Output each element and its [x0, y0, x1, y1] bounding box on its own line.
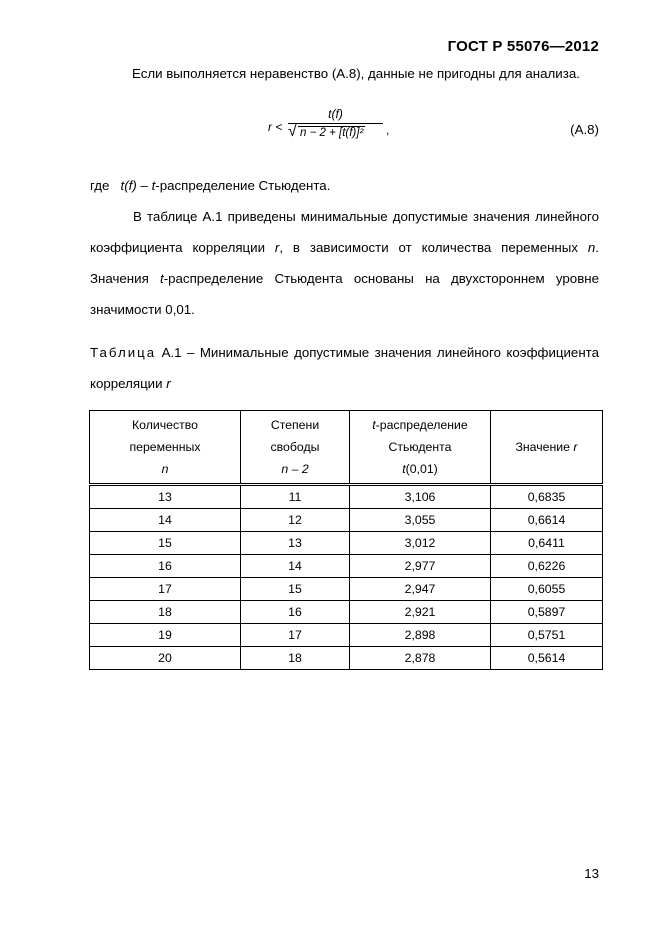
table-cell: 2,898 — [350, 624, 491, 647]
paragraph-table-intro: В таблице А.1 приведены минимальные допустимые значения линейного коэффициента корреляции r, в зависимости от количества переменных n. Значения t-распределение Стьюдента основаны на двухстороннем уровне значимости 0,01. — [90, 209, 600, 317]
table-row — [90, 555, 603, 578]
table-cell: 0,5614 — [491, 647, 603, 670]
table-cell: 16 — [241, 601, 350, 624]
formula-lhs: r < — [268, 120, 283, 134]
table-cell: 0,6614 — [491, 509, 603, 532]
table-cell: 14 — [241, 555, 350, 578]
formula-denominator: √ n − 2 + [t(f)]² — [288, 123, 364, 140]
table-cell: 11 — [241, 485, 350, 509]
table-cell: 19 — [90, 624, 241, 647]
table-cell: 16 — [90, 555, 241, 578]
table-cell: 0,6411 — [491, 532, 603, 555]
table-cell: 3,055 — [350, 509, 491, 532]
header-variables-count: Количество переменных n — [90, 411, 241, 485]
table-cell: 0,6055 — [491, 578, 603, 601]
table-body — [90, 485, 603, 670]
table-cell: 12 — [241, 509, 350, 532]
table-cell: 15 — [241, 578, 350, 601]
table-cell: 18 — [241, 647, 350, 670]
document-header: ГОСТ Р 55076—2012 — [447, 38, 599, 55]
formula-number: (А.8) — [570, 122, 599, 137]
table-row — [90, 601, 603, 624]
table-caption: Таблица А.1 – Минимальные допустимые значения линейного коэффициента корреляции r — [90, 345, 599, 391]
table-cell: 18 — [90, 601, 241, 624]
table-cell: 2,878 — [350, 647, 491, 670]
table-cell: 13 — [241, 532, 350, 555]
table-cell: 13 — [90, 485, 241, 509]
header-r-value: Значение r — [491, 411, 603, 485]
correlation-table — [89, 410, 603, 670]
table-cell: 0,5897 — [491, 601, 603, 624]
table-cell: 15 — [90, 532, 241, 555]
table-cell: 3,106 — [350, 485, 491, 509]
table-cell: 0,6835 — [491, 485, 603, 509]
where-line: где t(f) – t-распределение Стьюдента. — [90, 178, 331, 193]
header-degrees-freedom: Степени свободы n – 2 — [241, 411, 350, 485]
table-cell: 17 — [241, 624, 350, 647]
table-cell: 2,977 — [350, 555, 491, 578]
table-cell: 0,6226 — [491, 555, 603, 578]
formula-numerator: t(f) — [328, 107, 343, 121]
table-header-row — [90, 411, 603, 485]
table-cell: 20 — [90, 647, 241, 670]
header-student-t: t-распределение Стьюдента t(0,01) — [350, 411, 491, 485]
table-row — [90, 624, 603, 647]
intro-sentence: Если выполняется неравенство (А.8), данные не пригодны для анализа. — [132, 66, 580, 81]
table-cell: 3,012 — [350, 532, 491, 555]
table-row — [90, 647, 603, 670]
formula-a8: r < t(f) √ n − 2 + [t(f)]² , — [268, 107, 390, 140]
table-cell: 17 — [90, 578, 241, 601]
table-cell: 0,5751 — [491, 624, 603, 647]
sqrt-icon: √ — [288, 123, 297, 140]
formula-fraction — [288, 107, 383, 139]
table-row — [90, 578, 603, 601]
page-number: 13 — [584, 866, 599, 881]
table-cell: 2,921 — [350, 601, 491, 624]
table-row — [90, 532, 603, 555]
table-cell: 2,947 — [350, 578, 491, 601]
table-row — [90, 509, 603, 532]
table-row — [90, 485, 603, 509]
table-cell: 14 — [90, 509, 241, 532]
